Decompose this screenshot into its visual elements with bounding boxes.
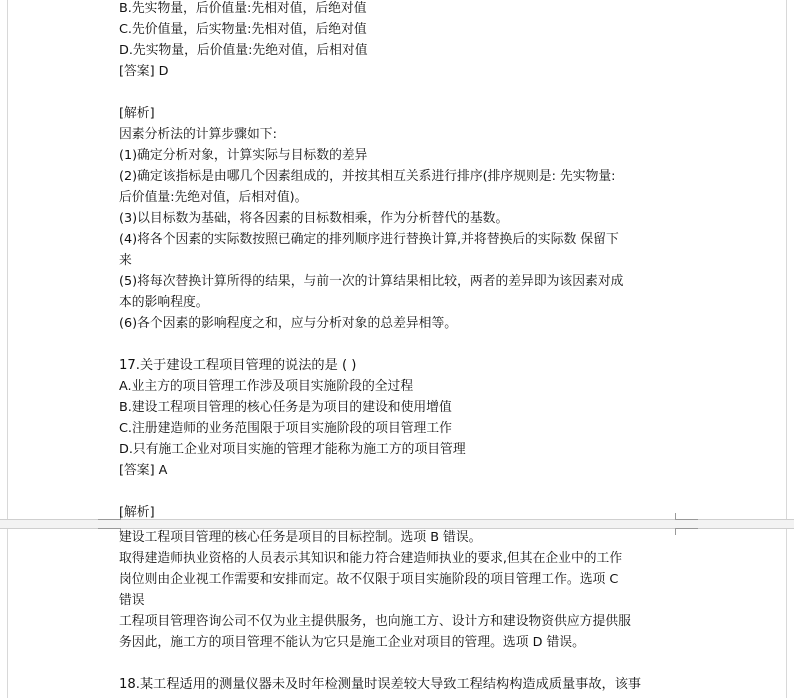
analysis-16-line: (1)确定分析对象，计算实际与目标数的差异	[119, 148, 368, 163]
analysis-16-line: (6)各个因素的影响程度之和，应与分析对象的总差异相等。	[119, 316, 458, 331]
option-c: C.先价值量，后实物量:先相对值，后绝对值	[119, 22, 367, 37]
analysis-16-line: 因素分析法的计算步骤如下:	[119, 127, 277, 142]
page-right-edge	[786, 0, 787, 698]
analysis-16-line: (2)确定该指标是由哪几个因素组成的，并按其相互关系进行排序(排序规则是: 先实物量:	[119, 169, 616, 184]
page-2-content	[119, 527, 681, 695]
margin-corner-mark	[98, 528, 121, 535]
margin-corner-mark	[98, 513, 121, 520]
analysis-17-line: 务因此，施工方的项目管理不能认为它只是施工企业对项目的管理。选项 D 错误。	[119, 635, 585, 650]
analysis-16-line: 本的影响程度。	[119, 295, 209, 310]
q17-option-d: D.只有施工企业对项目实施的管理才能称为施工方的项目管理	[119, 442, 466, 457]
page-left-edge	[7, 0, 8, 698]
q17-option-a: A.业主方的项目管理工作涉及项目实施阶段的全过程	[119, 379, 414, 394]
blank-line	[119, 334, 681, 355]
analysis-16-line: 来	[119, 253, 132, 268]
analysis-17-line: 岗位则由企业视工作需要和安排而定。故不仅限于项目实施阶段的项目管理工作。选项 C	[119, 572, 619, 587]
blank-line	[119, 653, 681, 674]
q17-option-b: B.建设工程项目管理的核心任务是为项目的建设和使用增值	[119, 400, 452, 415]
analysis-17-line: 错误	[119, 593, 145, 608]
option-d: D.先实物量，后价值量:先绝对值，后相对值	[119, 43, 368, 58]
analysis-17-line: 工程项目管理咨询公司不仅为业主提供服务，也向施工方、设计方和建设物资供应方提供服	[119, 614, 631, 629]
answer-17: [答案] A	[119, 463, 168, 478]
question-18-title: 18.某工程适用的测量仪器未及时年检测量时误差较大导致工程结构构造成质量事故，该事	[119, 677, 642, 692]
blank-line	[119, 82, 681, 103]
analysis-16-heading: [解析]	[119, 106, 155, 121]
blank-line	[119, 481, 681, 502]
analysis-17-heading: [解析]	[119, 505, 155, 520]
analysis-16-line: (5)将每次替换计算所得的结果，与前一次的计算结果相比较，两者的差异即为该因素对成	[119, 274, 624, 289]
analysis-17-line: 建设工程项目管理的核心任务是项目的目标控制。选项 B 错误。	[119, 530, 482, 545]
analysis-16-line: (3)以目标数为基础，将各因素的目标数相乘，作为分析替代的基数。	[119, 211, 509, 226]
question-17-title: 17.关于建设工程项目管理的说法的是 ( )	[119, 358, 357, 373]
page-1-content	[119, 0, 681, 523]
analysis-16-line: 后价值量:先绝对值，后相对值)。	[119, 190, 308, 205]
analysis-17-line: 取得建造师执业资格的人员表示其知识和能力符合建造师执业的要求,但其在企业中的工作	[119, 551, 623, 566]
analysis-16-line: (4)将各个因素的实际数按照已确定的排列顺序进行替换计算,并将替换后的实际数 保留下	[119, 232, 619, 247]
option-b: B.先实物量，后价值量:先相对值，后绝对值	[119, 1, 367, 16]
answer-16: [答案] D	[119, 64, 169, 79]
q17-option-c: C.注册建造师的业务范围限于项目实施阶段的项目管理工作	[119, 421, 452, 436]
